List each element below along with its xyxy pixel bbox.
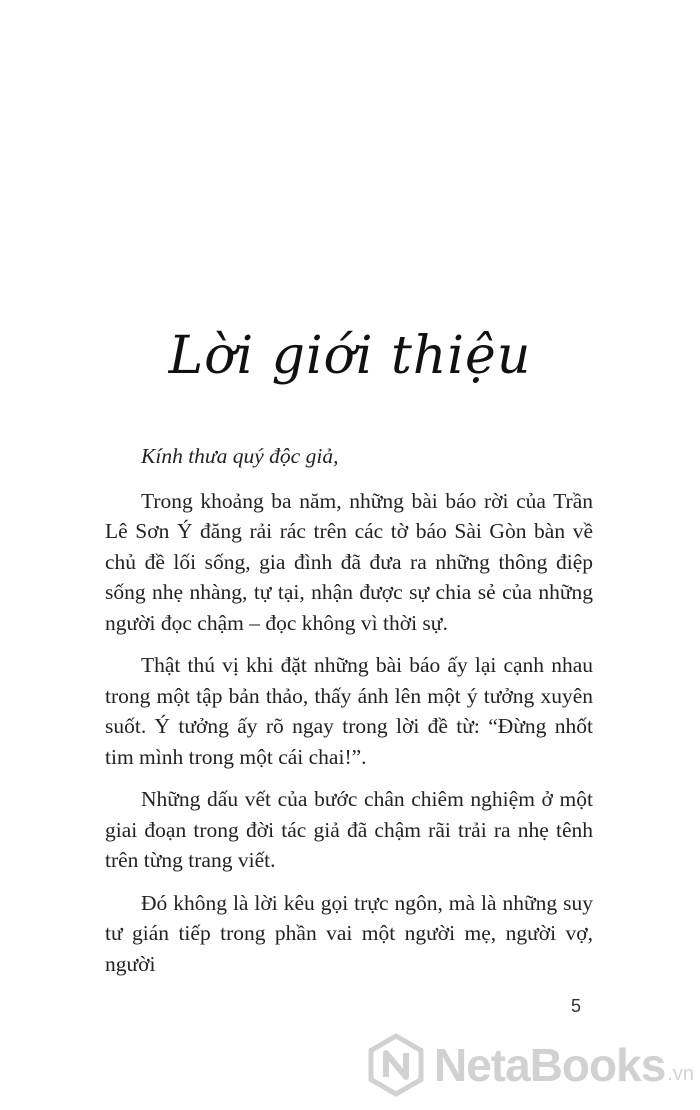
paragraph-3: Những dấu vết của bước chân chiêm nghiệm ở một giai đoạn trong đời tác giả đã chậm rãi trải ra nhẹ tênh trên từng trang viết. xyxy=(105,787,593,872)
watermark xyxy=(364,1030,694,1100)
page-title: Lời giới thiệu xyxy=(168,326,532,386)
greeting: Kính thưa quý độc giả, xyxy=(141,444,339,468)
netabooks-logo-icon xyxy=(364,1033,428,1097)
paragraph-1: Trong khoảng ba năm, những bài báo rời của Trần Lê Sơn Ý đăng rải rác trên các tờ báo Sài Gòn bàn về chủ đề lối sống, gia đình đã đưa ra những thông điệp sống nhẹ nhàng, tự tại, nhận được sự chia sẻ của những người đọc chậm – đọc không vì thời sự. xyxy=(105,488,593,635)
paragraph-2: Thật thú vị khi đặt những bài báo ấy lại cạnh nhau trong một tập bản thảo, thấy ánh lên một ý tưởng xuyên suốt. Ý tưởng ấy rõ ngay trong lời đề từ: “Đừng nhốt tim mình trong một cái chai!”. xyxy=(105,653,593,769)
watermark-suffix: .vn xyxy=(667,1063,694,1085)
body-text xyxy=(105,441,593,991)
watermark-brand: NetaBooks xyxy=(434,1039,666,1091)
paragraph-4: Đó không là lời kêu gọi trực ngôn, mà là những suy tư gián tiếp trong phần vai một người mẹ, người vợ, người xyxy=(105,890,593,976)
page-number: 5 xyxy=(571,996,582,1016)
